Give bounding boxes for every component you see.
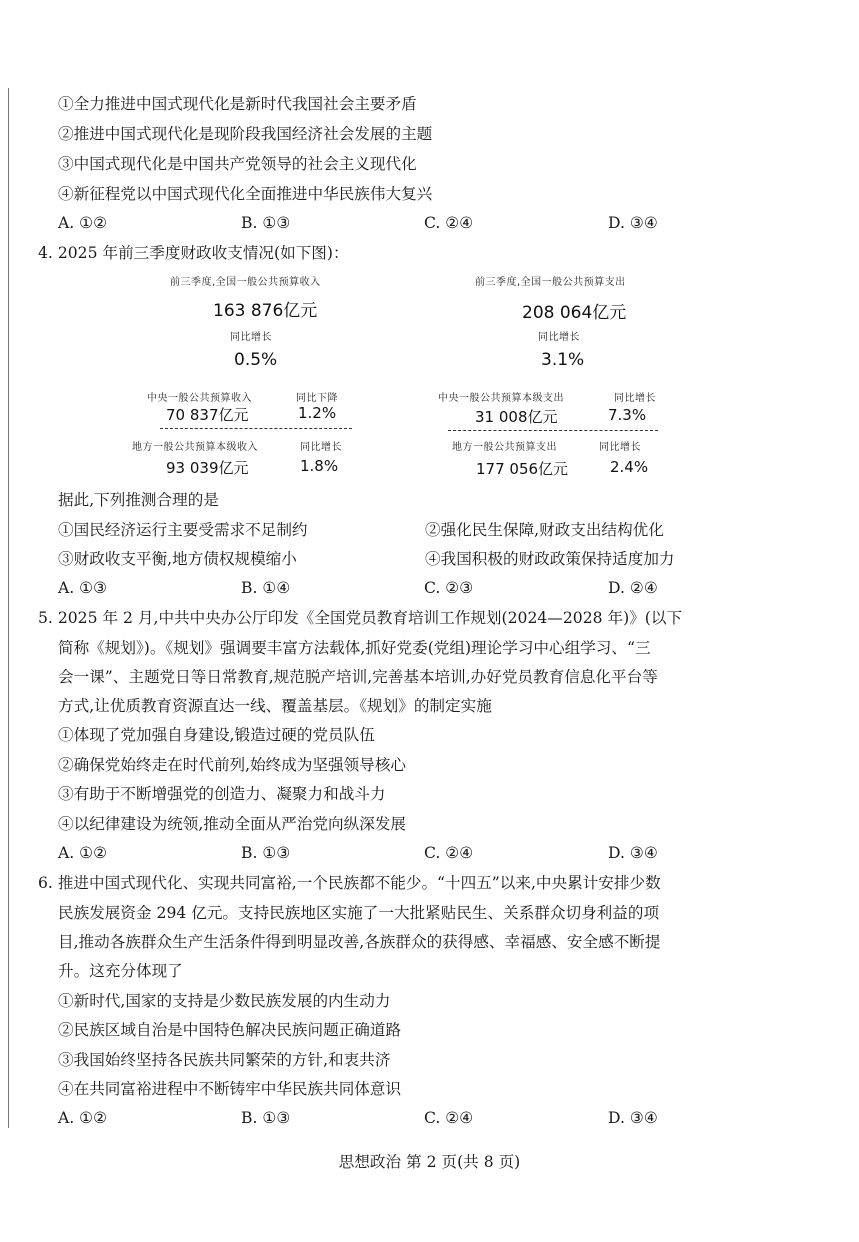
q3-statement-1: ①全力推进中国式现代化是新时代我国社会主要矛盾 <box>58 95 417 113</box>
revenue-growth-label: 同比增长 <box>230 332 272 343</box>
local-expense-label: 地方一般公共预算支出 <box>452 442 557 453</box>
page-footer: 思想政治 第 2 页(共 8 页) <box>338 1153 521 1171</box>
q6-statement-3: ③我国始终坚持各民族共同繁荣的方针,和衷共济 <box>58 1051 391 1069</box>
central-expense-change: 7.3% <box>608 406 647 424</box>
revenue-total: 163 876亿元 <box>213 301 318 321</box>
local-revenue-value: 93 039亿元 <box>166 459 249 477</box>
central-expense-label: 中央一般公共预算本级支出 <box>438 393 564 404</box>
q5-statement-1: ①体现了党加强自身建设,锻造过硬的党员队伍 <box>58 726 375 744</box>
q6-stem-line-3: 目,推动各族群众生产生活条件得到明显改善,各族群众的获得感、幸福感、安全感不断提 <box>58 933 661 951</box>
central-expense-value: 31 008亿元 <box>475 408 558 426</box>
fiscal-figure <box>120 262 740 480</box>
local-revenue-change-label: 同比增长 <box>300 442 342 453</box>
expense-total: 208 064亿元 <box>522 303 627 323</box>
q3-statement-4: ④新征程党以中国式现代化全面推进中华民族伟大复兴 <box>58 185 433 203</box>
left-margin-rule <box>8 88 9 1128</box>
q5-stem-line-1: 5. 2025 年 2 月,中共中央办公厅印发《全国党员教育培训工作规划(2024—2028 年)》(以下 <box>38 609 683 627</box>
q6-statement-1: ①新时代,国家的支持是少数民族发展的内生动力 <box>58 992 391 1010</box>
expense-title: 前三季度,全国一般公共预算支出 <box>475 277 626 288</box>
local-expense-change-label: 同比增长 <box>599 442 641 453</box>
q4-option-a[interactable]: A. ①③ <box>58 579 108 597</box>
q6-option-d[interactable]: D. ③④ <box>608 1109 658 1127</box>
local-expense-change: 2.4% <box>610 458 649 476</box>
q5-stem-line-2: 简称《规划》)。《规划》强调要丰富方法载体,抓好党委(党组)理论学习中心组学习、“三 <box>58 639 651 657</box>
q4-prompt: 据此,下列推测合理的是 <box>58 491 219 509</box>
q5-option-b[interactable]: B. ①③ <box>241 844 291 862</box>
q3-option-d[interactable]: D. ③④ <box>608 214 658 232</box>
q6-statement-4: ④在共同富裕进程中不断铸牢中华民族共同体意识 <box>58 1080 402 1098</box>
q3-option-a[interactable]: A. ①② <box>58 214 108 232</box>
revenue-growth: 0.5% <box>234 350 278 370</box>
q3-statement-2: ②推进中国式现代化是现阶段我国经济社会发展的主题 <box>58 125 433 143</box>
q4-option-c[interactable]: C. ②③ <box>424 579 474 597</box>
q6-stem-line-1: 6. 推进中国式现代化、实现共同富裕,一个民族都不能少。“十四五”以来,中央累计安排少数 <box>38 874 661 892</box>
local-expense-value: 177 056亿元 <box>476 460 569 478</box>
revenue-title: 前三季度,全国一般公共预算收入 <box>170 277 321 288</box>
q4-option-d[interactable]: D. ②④ <box>608 579 658 597</box>
revenue-divider <box>160 428 352 429</box>
q6-stem-line-2: 民族发展资金 294 亿元。支持民族地区实施了一大批紧贴民生、关系群众切身利益的项 <box>58 904 660 922</box>
local-revenue-label: 地方一般公共预算本级收入 <box>132 442 258 453</box>
q3-statement-3: ③中国式现代化是中国共产党领导的社会主义现代化 <box>58 155 417 173</box>
q6-options <box>58 1108 758 1128</box>
q3-option-c[interactable]: C. ②④ <box>424 214 474 232</box>
q5-option-d[interactable]: D. ③④ <box>608 844 658 862</box>
q6-option-b[interactable]: B. ①③ <box>241 1109 291 1127</box>
q5-option-c[interactable]: C. ②④ <box>424 844 474 862</box>
q4-statement-4: ④我国积极的财政政策保持适度加力 <box>425 550 675 568</box>
q4-statement-1: ①国民经济运行主要受需求不足制约 <box>58 521 308 539</box>
q4-statement-3: ③财政收支平衡,地方债权规模缩小 <box>58 550 297 568</box>
expense-growth: 3.1% <box>541 350 585 370</box>
q5-options <box>58 843 758 863</box>
central-expense-change-label: 同比增长 <box>614 393 656 404</box>
q5-stem-line-4: 方式,让优质教育资源直达一线、覆盖基层。《规划》的制定实施 <box>58 697 492 715</box>
expense-divider <box>448 430 658 431</box>
q6-stem-line-4: 升。这充分体现了 <box>58 962 183 980</box>
q3-option-b[interactable]: B. ①③ <box>241 214 291 232</box>
q6-statement-2: ②民族区域自治是中国特色解决民族问题正确道路 <box>58 1021 402 1039</box>
q5-statement-3: ③有助于不断增强党的创造力、凝聚力和战斗力 <box>58 785 386 803</box>
q6-option-a[interactable]: A. ①② <box>58 1109 108 1127</box>
q4-statement-2: ②强化民生保障,财政支出结构优化 <box>425 521 664 539</box>
local-revenue-change: 1.8% <box>300 457 339 475</box>
central-revenue-change-label: 同比下降 <box>296 393 338 404</box>
central-revenue-value: 70 837亿元 <box>166 406 249 424</box>
central-revenue-change: 1.2% <box>298 404 337 422</box>
expense-growth-label: 同比增长 <box>538 332 580 343</box>
q5-stem-line-3: 会一课”、主题党日等日常教育,规范脱产培训,完善基本培训,办好党员教育信息化平台等 <box>58 668 658 686</box>
q5-statement-4: ④以纪律建设为统领,推动全面从严治党向纵深发展 <box>58 815 407 833</box>
q5-option-a[interactable]: A. ①② <box>58 844 108 862</box>
q3-options <box>58 213 758 233</box>
q4-option-b[interactable]: B. ①④ <box>241 579 291 597</box>
q6-option-c[interactable]: C. ②④ <box>424 1109 474 1127</box>
central-revenue-label: 中央一般公共预算收入 <box>147 393 252 404</box>
q4-stem: 4. 2025 年前三季度财政收支情况(如下图)： <box>38 244 349 262</box>
q5-statement-2: ②确保党始终走在时代前列,始终成为坚强领导核心 <box>58 756 407 774</box>
q4-options <box>58 578 758 598</box>
